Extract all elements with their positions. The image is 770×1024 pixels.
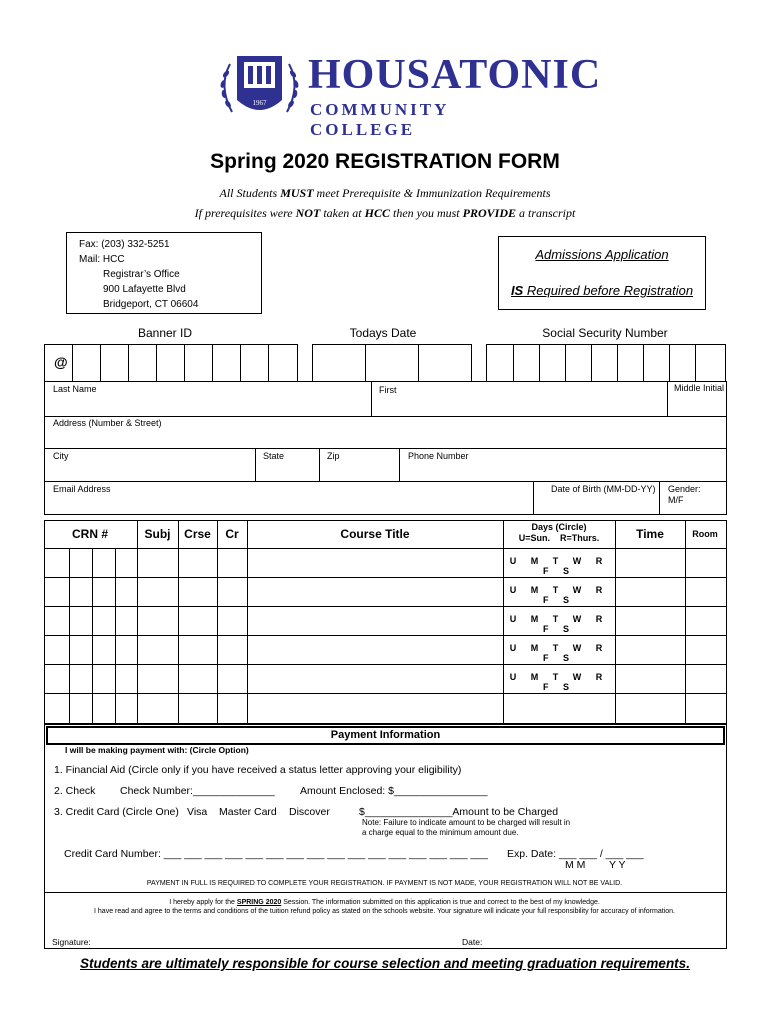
first-name-field[interactable]: First [379,385,397,395]
charge-note-1: Note: Failure to indicate amount to be charged will result in [362,818,571,827]
contact-box [66,232,262,314]
credit-card-number-field[interactable]: Credit Card Number: ___ ___ ___ ___ ___ ___ ___ ___ ___ ___ ___ ___ ___ ___ ___ ___ [64,848,488,860]
middle-initial-field[interactable]: Middle Initial [674,383,725,393]
fax-number: Fax: (203) 332-5251 [79,239,170,250]
payment-in-full-notice: PAYMENT IN FULL IS REQUIRED TO COMPLETE YOUR REGISTRATION. IF PAYMENT IS NOT MADE, YOUR REGISTRATION WILL NOT BE VALID. [146,880,623,887]
room-header: Room [692,529,718,539]
gender-label: Gender: [668,484,701,494]
expiration-year-label: Y Y [609,859,626,871]
mail-label: Mail: HCC [79,254,125,265]
subj-header: Subj [144,527,171,541]
personal-info-block [44,381,727,515]
admissions-application-text: Admissions Application [535,247,669,262]
last-name-field[interactable]: Last Name [53,384,97,394]
credit-card-option[interactable]: 3. Credit Card (Circle One) [54,806,179,818]
phone-field[interactable]: Phone Number [408,451,469,461]
days-header-title: Days (Circle) [531,522,587,532]
city-field[interactable]: City [53,451,69,461]
agreement-line-2: I have read and agree to the terms and conditions of the tuition refund policy as stated on the schools website. Your signature will indicate your full responsibility for accuracy of information. [94,908,675,915]
ssn-label: Social Security Number [542,326,668,340]
course-table [44,520,727,724]
college-seal-icon [212,50,307,128]
agreement-line-1: I hereby apply for the SPRING 2020 Session. The information submitted on this application is true and correct to the best of my knowledge. [169,899,600,906]
check-option[interactable]: 2. Check [54,785,96,797]
college-name-line2: COMMUNITY COLLEGE [310,100,449,139]
signature-field[interactable]: Signature: [52,937,91,947]
amount-enclosed-field[interactable]: Amount Enclosed: $________________ [300,785,488,797]
charge-note-2: a charge equal to the minimum amount due. [362,828,519,837]
payment-header: Payment Information [46,726,725,745]
mail-address-1: Registrar’s Office [103,269,180,280]
admissions-box [498,236,706,310]
admissions-required-text: IS Required before Registration [510,283,694,298]
dob-field[interactable]: Date of Birth (MM-DD-YY) [551,484,656,494]
zip-field[interactable]: Zip [327,451,340,461]
expiration-date-field[interactable]: Exp. Date: ___ ___ / ___ ___ [507,848,644,860]
crse-header: Crse [184,527,211,541]
days-header-legend: U=Sun. R=Thurs. [518,533,600,543]
gender-options: M/F [668,495,684,505]
todays-date-input[interactable] [312,344,472,382]
ssn-input[interactable] [486,344,726,382]
days-options-row-2[interactable]: U M T W R F S [509,585,609,605]
email-field[interactable]: Email Address [53,484,111,494]
check-number-field[interactable]: Check Number:______________ [120,785,275,797]
days-options-row-4[interactable]: U M T W R F S [509,643,609,663]
gender-field[interactable] [668,484,701,506]
mail-address-3: Bridgeport, CT 06604 [103,299,199,310]
cr-header: Cr [225,527,239,541]
banner-id-prefix: @ [54,354,68,370]
college-name-line1: HOUSATONIC [308,52,602,98]
college-logo [212,50,602,139]
expiration-month-label: M M [565,859,586,871]
crn-header: CRN # [71,527,108,541]
amount-charged-field[interactable]: $_______________Amount to be Charged [359,806,559,818]
course-title-header: Course Title [340,527,410,541]
state-field[interactable]: State [263,451,285,461]
days-options-row-3[interactable]: U M T W R F S [509,614,609,634]
payment-intro: I will be making payment with: (Circle Option) [65,745,249,755]
signature-date-field[interactable]: Date: [462,937,483,947]
financial-aid-option[interactable]: 1. Financial Aid (Circle only if you have received a status letter approving your eligibility) [54,764,462,776]
mail-address-2: 900 Lafayette Blvd [103,284,186,295]
banner-id-input[interactable] [44,344,298,382]
visa-option[interactable]: Visa [187,806,208,818]
days-header [503,522,615,544]
address-field[interactable]: Address (Number & Street) [53,418,162,428]
mastercard-option[interactable]: Master Card [219,806,277,818]
banner-id-label: Banner ID [137,326,193,340]
svg-text:1967: 1967 [252,99,267,107]
responsibility-footer: Students are ultimately responsible for course selection and meeting graduation requirements. [80,956,690,971]
requirement-notice-1: All Students MUST meet Prerequisite & Immunization Requirements [219,186,551,200]
time-header: Time [636,527,664,541]
todays-date-label: Todays Date [349,326,417,340]
requirement-notice-2: If prerequisites were NOT taken at HCC then you must PROVIDE a transcript [194,206,576,220]
days-options-row-1[interactable]: U M T W R F S [509,556,609,576]
discover-option[interactable]: Discover [289,806,330,818]
form-title: Spring 2020 REGISTRATION FORM [210,150,560,173]
days-options-row-5[interactable]: U M T W R F S [509,672,609,692]
